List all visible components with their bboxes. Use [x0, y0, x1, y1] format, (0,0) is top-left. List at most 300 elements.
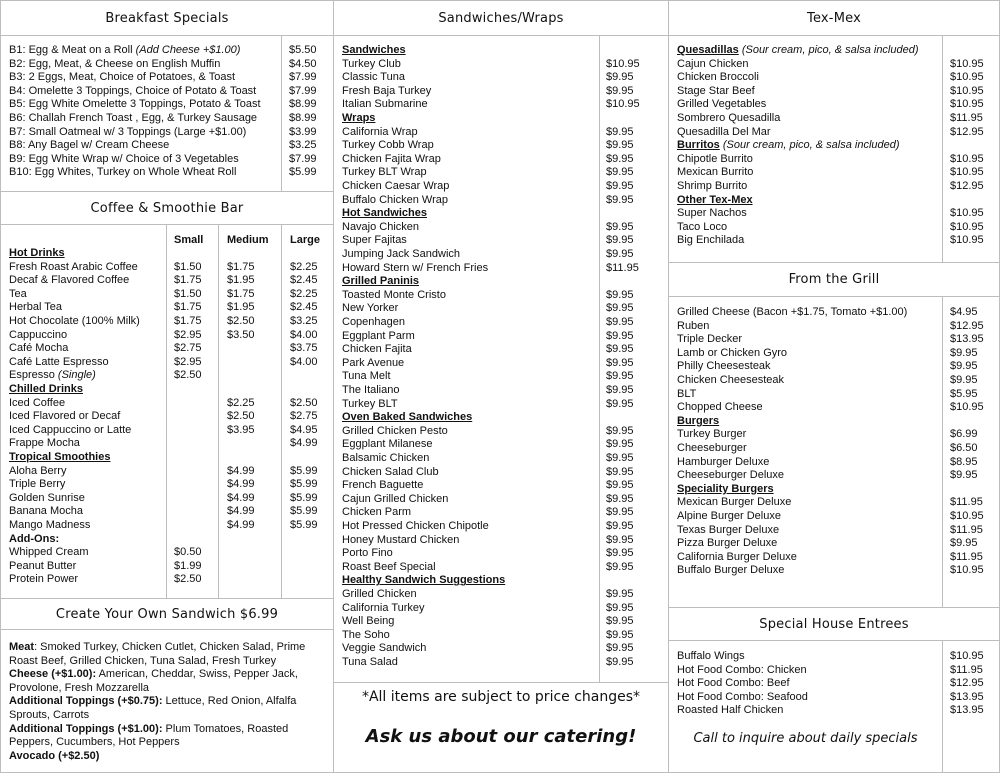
price-large: $5.99 — [290, 491, 318, 504]
catering-note: Ask us about our catering! — [365, 726, 637, 747]
item-name: Cheeseburger — [677, 442, 747, 454]
drink-item — [9, 546, 88, 560]
item-name: Triple Decker — [677, 333, 742, 346]
item-name: Shrimp Burrito — [677, 180, 748, 192]
coffee-title: Coffee & Smoothie Bar — [90, 201, 244, 216]
item-name: Cajun Chicken — [677, 57, 749, 70]
item-price: $9.95 — [606, 356, 634, 369]
item-price: $7.99 — [289, 84, 317, 97]
price-medium: $1.75 — [227, 260, 255, 273]
item-name: California Wrap — [342, 125, 418, 138]
price-small: $2.95 — [174, 328, 202, 341]
drink-item — [9, 492, 85, 506]
item-price: $10.95 — [606, 57, 640, 70]
price-medium: $1.95 — [227, 274, 255, 287]
item-price: $9.95 — [606, 397, 634, 410]
item-name: Buffalo Burger Deluxe — [677, 564, 785, 577]
menu-item — [677, 551, 797, 565]
item-name: Philly Cheesesteak — [677, 360, 771, 373]
menu-item — [677, 98, 766, 112]
item-name: Porto Fino — [342, 547, 393, 560]
item-price: $9.95 — [606, 71, 634, 84]
menu-item — [677, 207, 747, 221]
item-name: Stage Star Beef — [677, 84, 755, 97]
item-name: Texas Burger Deluxe — [677, 523, 780, 536]
item-price: $9.95 — [606, 316, 634, 328]
item-name: Triple Berry — [9, 478, 66, 491]
item-name: Copenhagen — [342, 316, 406, 328]
item-name: B4: Omelette 3 Toppings, Choice of Potato & Toast — [9, 84, 257, 97]
item-name: Turkey Burger — [677, 428, 747, 441]
breakfast-item — [9, 166, 236, 180]
item-name: B10: Egg Whites, Turkey on Whole Wheat Roll — [9, 166, 237, 179]
coffee-header-large: Large — [290, 234, 320, 246]
menu-item — [677, 537, 777, 551]
breakfast-item — [9, 112, 257, 126]
category-heading — [677, 194, 753, 208]
item-price: $8.99 — [289, 112, 317, 124]
menu-item — [342, 629, 390, 643]
drink-item — [9, 437, 80, 451]
item-name: Tuna Salad — [342, 656, 398, 668]
item-name: Hot Food Combo: Seafood — [677, 690, 808, 703]
item-price: $7.99 — [289, 152, 317, 165]
menu-item — [342, 561, 436, 575]
menu-item — [342, 262, 488, 276]
breakfast-item — [9, 98, 261, 112]
menu-item — [677, 85, 755, 99]
category-heading — [677, 483, 774, 497]
item-name: Ruben — [677, 319, 710, 332]
item-name: Grilled Chicken Pesto — [342, 424, 448, 437]
price-small: $2.50 — [174, 369, 202, 382]
item-price: $9.95 — [606, 84, 634, 97]
item-note: (Single) — [57, 369, 96, 382]
price-large: $3.75 — [290, 342, 318, 355]
item-name: Big Enchilada — [677, 234, 745, 247]
item-price: $9.95 — [950, 360, 978, 373]
option-label: Additional Toppings (+$1.00): — [9, 722, 163, 735]
breakfast-item — [9, 126, 246, 140]
item-price: $10.95 — [950, 234, 984, 247]
item-price: $3.99 — [289, 125, 317, 138]
category-heading — [342, 207, 427, 221]
item-price: $9.95 — [950, 469, 978, 482]
item-name: Italian Submarine — [342, 98, 428, 111]
item-name: Turkey BLT — [342, 397, 398, 410]
item-name: B9: Egg White Wrap w/ Choice of 3 Vegetables — [9, 152, 239, 165]
item-name: Roast Beef Special — [342, 560, 436, 573]
category-name: Wraps — [342, 112, 376, 124]
item-price: $9.95 — [606, 180, 634, 192]
menu-item — [342, 221, 419, 235]
item-price: $12.95 — [950, 125, 984, 138]
menu-item — [342, 547, 393, 561]
price-medium: $4.99 — [227, 519, 255, 531]
item-name: Howard Stern w/ French Fries — [342, 261, 489, 274]
drink-item — [9, 288, 27, 302]
drink-item — [9, 315, 140, 329]
category-heading — [342, 411, 472, 425]
menu-item — [342, 656, 398, 670]
item-name: Hot Pressed Chicken Chipotle — [342, 520, 489, 532]
item-name: Super Fajitas — [342, 234, 407, 247]
item-name: Mexican Burrito — [677, 166, 754, 179]
drink-item — [9, 356, 109, 370]
menu-item — [677, 306, 907, 320]
menu-item — [677, 524, 779, 538]
breakfast-item — [9, 139, 169, 153]
item-price: $9.95 — [606, 139, 634, 152]
item-price: $9.95 — [606, 248, 634, 260]
item-price: $10.95 — [950, 152, 984, 165]
menu-item — [342, 588, 417, 602]
create-description — [9, 641, 327, 763]
price-large: $3.25 — [290, 315, 318, 327]
menu-item — [677, 180, 747, 194]
item-name: Buffalo Wings — [677, 650, 745, 662]
menu-item — [677, 677, 790, 691]
price-small: $2.50 — [174, 573, 202, 586]
item-name: Eggplant Parm — [342, 329, 415, 342]
option-label: Cheese (+$1.00): — [9, 668, 97, 681]
item-name: Sombrero Quesadilla — [677, 112, 781, 124]
option-label: Additional Toppings (+$0.75): — [9, 695, 163, 708]
texmex-title: Tex-Mex — [807, 11, 861, 26]
item-name: Mango Madness — [9, 519, 91, 531]
menu-item — [677, 401, 763, 415]
option-text: American, Cheddar, Swiss, Pepper Jack, Provolone, Fresh Mozzarella — [9, 668, 298, 694]
item-note: (Sour cream, pico, & salsa included) — [719, 139, 900, 152]
item-name: Turkey Club — [342, 57, 401, 70]
category-heading — [677, 139, 900, 153]
item-price: $9.95 — [606, 520, 634, 532]
item-price: $10.95 — [950, 98, 984, 111]
breakfast-item — [9, 71, 235, 85]
category-name: Oven Baked Sandwiches — [342, 411, 473, 424]
item-price: $10.95 — [950, 57, 984, 70]
item-price: $11.95 — [950, 550, 983, 563]
item-price: $9.95 — [950, 346, 978, 359]
category-heading — [677, 415, 719, 429]
price-large: $2.45 — [290, 301, 318, 314]
menu-item — [677, 388, 696, 402]
option-text: : Smoked Turkey, Chicken Cutlet, Chicken Salad, Prime Roast Beef, Grilled Chicken, Tuna Salad, Fresh Turkey — [9, 641, 306, 667]
item-name: French Baguette — [342, 479, 424, 492]
item-name: The Italiano — [342, 384, 400, 396]
drink-item — [9, 369, 96, 383]
menu-item — [342, 615, 394, 629]
item-name: Super Nachos — [677, 207, 747, 220]
breakfast-divider — [281, 36, 282, 191]
create-option — [9, 641, 327, 668]
price-small: $2.75 — [174, 342, 202, 355]
item-name: B5: Egg White Omelette 3 Toppings, Potato & Toast — [9, 98, 261, 111]
menu-item — [342, 438, 433, 452]
drink-item — [9, 560, 76, 574]
create-option — [9, 695, 327, 722]
item-price: $6.50 — [950, 442, 978, 454]
drink-item — [9, 329, 67, 343]
menu-item — [677, 71, 759, 85]
price-medium: $2.50 — [227, 315, 255, 327]
price-small: $1.75 — [174, 301, 202, 314]
item-price: $10.95 — [950, 401, 984, 414]
item-price: $9.95 — [606, 288, 634, 301]
price-small: $2.95 — [174, 355, 202, 368]
menu-item — [342, 534, 459, 548]
item-price: $8.99 — [289, 98, 317, 111]
item-name: Frappe Mocha — [9, 437, 80, 450]
item-name: Café Mocha — [9, 342, 69, 355]
price-small: $1.50 — [174, 287, 202, 300]
item-price: $6.99 — [950, 428, 978, 441]
item-name: Chipotle Burrito — [677, 152, 753, 165]
breakfast-item — [9, 85, 256, 99]
item-name: Banana Mocha — [9, 505, 83, 518]
item-name: B8: Any Bagel w/ Cream Cheese — [9, 139, 170, 152]
menu-item — [342, 302, 398, 316]
item-name: B3: 2 Eggs, Meat, Choice of Potatoes, & Toast — [9, 71, 236, 84]
coffee-divider-1 — [166, 225, 167, 598]
item-name: New Yorker — [342, 302, 399, 315]
item-name: Decaf & Flavored Coffee — [9, 274, 130, 287]
item-name: Well Being — [342, 615, 395, 628]
item-price: $9.95 — [606, 492, 634, 505]
menu-item — [342, 139, 434, 153]
menu-item — [677, 360, 771, 374]
menu-item — [342, 493, 448, 507]
category-name: Chilled Drinks — [9, 383, 83, 395]
item-price: $9.95 — [606, 193, 634, 206]
item-price: $5.95 — [950, 387, 978, 400]
category-name: Add-Ons: — [9, 532, 60, 545]
category-name: Burritos — [677, 139, 720, 152]
entrees-divider — [942, 641, 943, 773]
menu-item — [342, 85, 431, 99]
item-name: Hamburger Deluxe — [677, 455, 770, 468]
item-price: $10.95 — [950, 166, 984, 179]
item-name: Chicken Parm — [342, 506, 412, 519]
item-name: B2: Egg, Meat, & Cheese on English Muffin — [9, 57, 221, 70]
item-name: Quesadilla Del Mar — [677, 125, 771, 138]
item-price: $9.95 — [606, 384, 634, 396]
breakfast-header — [1, 1, 333, 36]
drink-item — [9, 424, 131, 438]
item-price: $9.95 — [606, 533, 634, 546]
menu-item — [677, 126, 771, 140]
item-name: Fresh Roast Arabic Coffee — [9, 260, 138, 273]
item-name: Peanut Butter — [9, 559, 77, 572]
item-price: $10.95 — [606, 98, 640, 111]
item-name: Mexican Burger Deluxe — [677, 496, 792, 509]
item-name: Jumping Jack Sandwich — [342, 248, 461, 260]
item-name: Chicken Caesar Wrap — [342, 180, 450, 192]
item-name: Alpine Burger Deluxe — [677, 510, 781, 522]
item-name: BLT — [677, 387, 697, 400]
menu-item — [342, 520, 489, 534]
menu-item — [677, 58, 749, 72]
category-heading — [9, 451, 110, 465]
item-name: Park Avenue — [342, 356, 405, 369]
item-name: Cajun Grilled Chicken — [342, 492, 449, 505]
option-text: Plum Tomatoes, Roasted Peppers, Cucumbers, Hot Peppers — [9, 722, 289, 749]
menu-item — [342, 316, 405, 330]
price-large: $5.99 — [290, 464, 318, 477]
item-price: $9.95 — [606, 547, 634, 560]
menu-item — [677, 320, 709, 334]
menu-item — [342, 180, 449, 194]
menu-item — [342, 479, 423, 493]
grill-divider — [942, 297, 943, 607]
menu-item — [342, 58, 401, 72]
category-name: Hot Drinks — [9, 247, 65, 259]
drink-item — [9, 342, 68, 356]
menu-item — [342, 343, 412, 357]
item-price: $9.95 — [606, 329, 634, 342]
item-price: $9.95 — [950, 537, 978, 550]
item-price: $9.95 — [606, 452, 634, 464]
item-name: Toasted Monte Cristo — [342, 288, 446, 301]
item-price: $5.50 — [289, 44, 317, 56]
price-change-note: *All items are subject to price changes* — [361, 689, 641, 705]
drink-item — [9, 519, 90, 533]
texmex-divider — [942, 36, 943, 262]
menu-item — [677, 664, 807, 678]
coffee-divider-3 — [281, 225, 282, 598]
item-price: $9.95 — [606, 465, 634, 478]
price-medium: $4.99 — [227, 505, 255, 518]
create-option — [9, 723, 327, 750]
menu-item — [342, 194, 448, 208]
item-price: $9.95 — [606, 560, 634, 573]
menu-item — [677, 428, 746, 442]
breakfast-item — [9, 58, 220, 72]
sandwiches-bottom-line — [334, 682, 668, 683]
item-name: Eggplant Milanese — [342, 438, 433, 451]
price-small: $0.50 — [174, 546, 202, 559]
item-name: Balsamic Chicken — [342, 452, 430, 464]
drink-item — [9, 573, 78, 587]
item-name: Pizza Burger Deluxe — [677, 537, 778, 550]
menu-item — [677, 691, 808, 705]
item-price: $12.95 — [950, 319, 984, 332]
price-large: $4.95 — [290, 423, 318, 436]
item-name: Golden Sunrise — [9, 491, 85, 504]
item-price: $9.95 — [950, 374, 978, 386]
menu-item — [342, 466, 439, 480]
item-price: $9.95 — [606, 479, 634, 492]
category-heading — [9, 533, 59, 547]
item-price: $12.95 — [950, 180, 984, 192]
grill-header — [669, 263, 999, 297]
menu-item — [677, 234, 744, 248]
column-middle — [333, 0, 669, 773]
drink-item — [9, 397, 65, 411]
option-label: Avocado (+$2.50) — [9, 749, 100, 762]
item-name: Veggie Sandwich — [342, 642, 427, 655]
item-price: $9.95 — [606, 166, 634, 179]
item-price: $8.95 — [950, 455, 978, 468]
item-name: Espresso — [9, 369, 58, 382]
create-option — [9, 668, 327, 695]
menu-item — [677, 704, 783, 718]
category-name: Hot Sandwiches — [342, 207, 427, 220]
price-large: $2.50 — [290, 396, 318, 409]
category-name: Burgers — [677, 414, 720, 427]
price-small: $1.99 — [174, 559, 202, 572]
menu-item — [342, 126, 418, 140]
column-left — [0, 0, 334, 773]
sandwiches-header — [334, 1, 668, 36]
price-large: $5.99 — [290, 505, 318, 518]
item-name: Honey Mustard Chicken — [342, 533, 460, 546]
price-large: $4.99 — [290, 437, 318, 450]
category-heading — [342, 275, 419, 289]
item-name: Chicken Fajita Wrap — [342, 152, 441, 165]
item-price: $9.95 — [606, 220, 634, 233]
menu-item — [342, 506, 411, 520]
price-large: $5.99 — [290, 478, 318, 491]
item-name: Navajo Chicken — [342, 220, 420, 233]
menu-item — [677, 510, 781, 524]
column-right — [668, 0, 1000, 773]
item-name: Herbal Tea — [9, 301, 62, 314]
price-medium: $2.25 — [227, 396, 255, 409]
item-name: Hot Chocolate (100% Milk) — [9, 315, 140, 327]
item-price: $10.95 — [950, 510, 984, 522]
item-price: $9.95 — [606, 601, 634, 614]
option-text: Lettuce, Red Onion, Alfalfa Sprouts, Carrots — [9, 695, 297, 721]
category-heading — [677, 44, 919, 58]
item-name: Grilled Vegetables — [677, 98, 767, 111]
create-title: Create Your Own Sandwich $6.99 — [55, 607, 279, 622]
category-name: Other Tex-Mex — [677, 193, 753, 206]
drink-item — [9, 274, 129, 288]
item-price: $10.95 — [950, 84, 984, 97]
item-name: Turkey Cobb Wrap — [342, 139, 434, 152]
item-name: California Burger Deluxe — [677, 550, 797, 563]
item-name: California Turkey — [342, 601, 425, 614]
item-price: $9.95 — [606, 506, 634, 519]
menu-item — [342, 166, 427, 180]
menu-item — [342, 71, 405, 85]
drink-item — [9, 505, 83, 519]
menu-item — [677, 564, 784, 578]
item-price: $4.50 — [289, 57, 317, 70]
item-note: (Sour cream, pico, & salsa included) — [738, 44, 919, 56]
item-price: $4.95 — [950, 306, 978, 318]
menu-item — [677, 374, 784, 388]
item-name: Chicken Fajita — [342, 343, 412, 356]
item-name: Tuna Melt — [342, 370, 391, 383]
item-name: Chopped Cheese — [677, 401, 763, 414]
price-medium: $4.99 — [227, 478, 255, 491]
item-price: $9.95 — [606, 628, 634, 641]
menu-item — [342, 330, 415, 344]
item-price: $9.95 — [606, 642, 634, 655]
item-price: $9.95 — [606, 656, 634, 668]
item-price: $3.25 — [289, 139, 317, 152]
menu-item — [677, 442, 747, 456]
menu-item — [677, 469, 784, 483]
category-name: Grilled Paninis — [342, 275, 420, 288]
item-price: $9.95 — [606, 424, 634, 437]
price-medium: $2.50 — [227, 410, 255, 423]
item-name: Taco Loco — [677, 220, 728, 233]
menu-item — [342, 642, 426, 656]
item-price: $11.95 — [950, 523, 983, 536]
